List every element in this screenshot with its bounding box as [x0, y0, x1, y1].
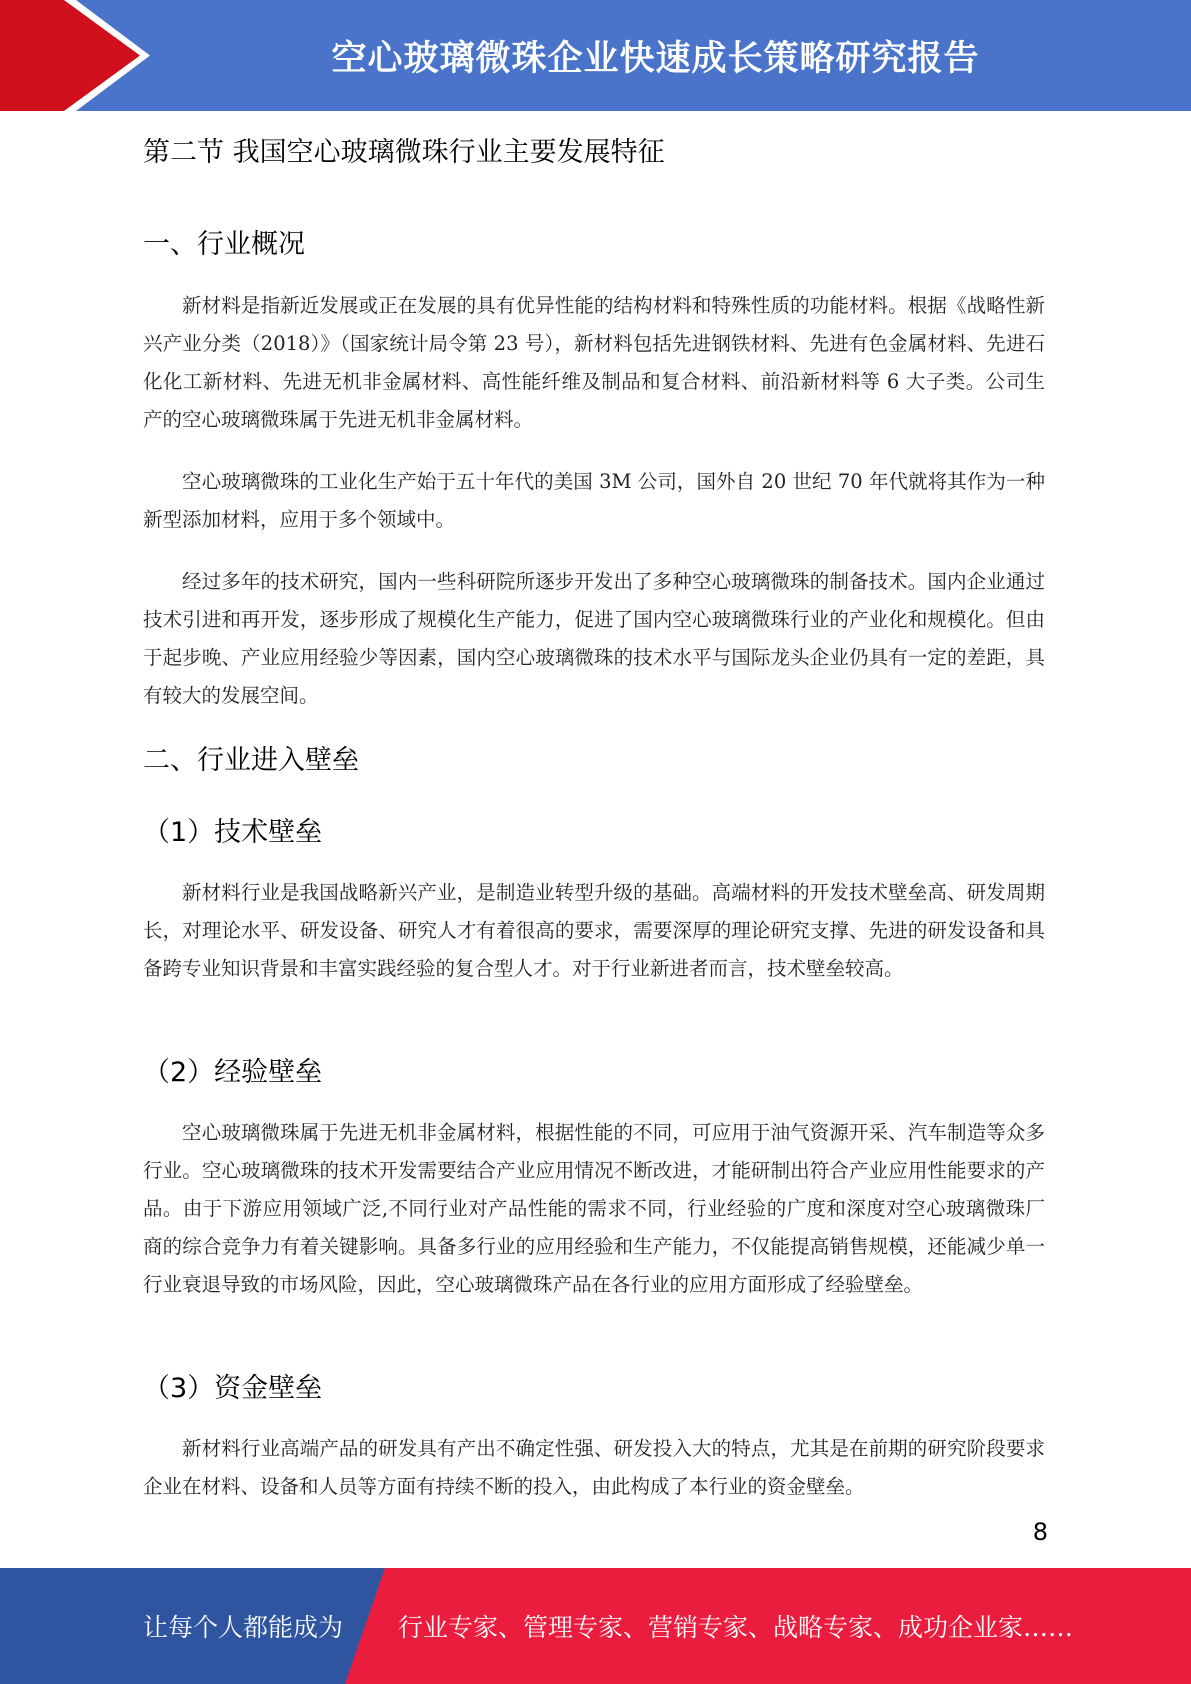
heading-entry-barriers: 二、行业进入壁垒 — [143, 745, 359, 776]
header-banner — [0, 0, 1191, 111]
heading-experience-barrier: （2）经验壁垒 — [143, 1057, 323, 1088]
heading-capital-barrier: （3）资金壁垒 — [143, 1373, 323, 1404]
paragraph-overview-2: 空心玻璃微珠的工业化生产始于五十年代的美国 3M 公司，国外自 20 世纪 70 年代就将其作为一种新型添加材料，应用于多个领域中。 — [143, 470, 1045, 531]
paragraph-experience-barrier: 空心玻璃微珠属于先进无机非金属材料，根据性能的不同，可应用于油气资源开采、汽车制造等众多行业。空心玻璃微珠的技术开发需要结合产业应用情况不断改进，才能研制出符合产业应用性能要求的产品。由于下游应用领域广泛,不同行业对产品性能的需求不同，行业经验的广度和深度对空心玻璃微珠厂商的综合竞争力有着关键影响。具备多行业的应用经验和生产能力，不仅能提高销售规模，还能减少单一行业衰退导致的市场风险，因此，空心玻璃微珠产品在各行业的应用方面形成了经验壁垒。 — [143, 1121, 1045, 1296]
section-title: 第二节 我国空心玻璃微珠行业主要发展特征 — [143, 137, 665, 168]
footer-banner — [0, 1568, 1191, 1684]
paragraph-overview-3: 经过多年的技术研究，国内一些科研院所逐步开发出了多种空心玻璃微珠的制备技术。国内企业通过技术引进和再开发，逐步形成了规模化生产能力，促进了国内空心玻璃微珠行业的产业化和规模化。但由于起步晚、产业应用经验少等因素，国内空心玻璃微珠的技术水平与国际龙头企业仍具有一定的差距，具有较大的发展空间。 — [143, 570, 1045, 707]
paragraph-capital-barrier: 新材料行业高端产品的研发具有产出不确定性强、研发投入大的特点，尤其是在前期的研究阶段要求企业在材料、设备和人员等方面有持续不断的投入，由此构成了本行业的资金壁垒。 — [143, 1437, 1045, 1498]
paragraph-technology-barrier: 新材料行业是我国战略新兴产业，是制造业转型升级的基础。高端材料的开发技术壁垒高、研发周期长，对理论水平、研发设备、研究人才有着很高的要求，需要深厚的理论研究支撑、先进的研发设备和具备跨专业知识背景和丰富实践经验的复合型人才。对于行业新进者而言，技术壁垒较高。 — [143, 881, 1045, 980]
page-number: 8 — [1032, 1518, 1048, 1546]
paragraph-overview-1: 新材料是指新近发展或正在发展的具有优异性能的结构材料和特殊性质的功能材料。根据《战略性新兴产业分类（2018）》（国家统计局令第 23 号），新材料包括先进钢铁材料、先进有色金属材料、先进石化化工新材料、先进无机非金属材料、高性能纤维及制品和复合材料、前沿新材料等 6 大子类。公司生产的空心玻璃微珠属于先进无机非金属材料。 — [143, 294, 1045, 431]
red-chevron-decoration — [0, 0, 150, 111]
report-title: 空心玻璃微珠企业快速成长策略研究报告 — [331, 38, 980, 79]
heading-technology-barrier: （1）技术壁垒 — [143, 817, 323, 848]
footer-slogan-right: 行业专家、管理专家、营销专家、战略专家、成功企业家…… — [398, 1613, 1074, 1642]
heading-industry-overview: 一、行业概况 — [143, 229, 305, 260]
footer-slogan-left: 让每个人都能成为 — [143, 1613, 344, 1642]
